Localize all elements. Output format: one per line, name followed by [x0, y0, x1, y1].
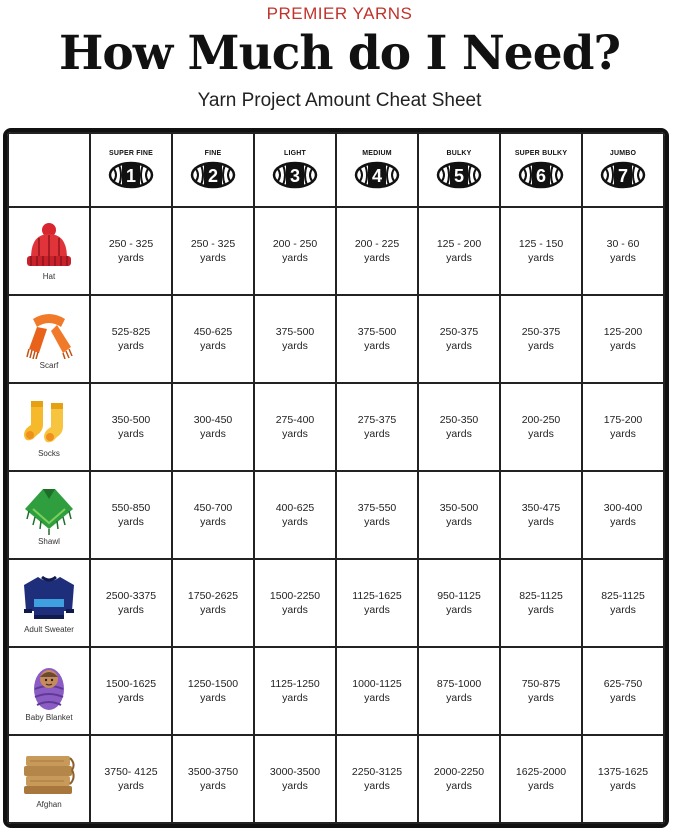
amount-unit: yards [200, 428, 226, 440]
weight-header [418, 133, 500, 207]
amount-range: 825-1125 [519, 590, 563, 602]
amount-unit: yards [446, 340, 472, 352]
amount-cell [336, 559, 418, 647]
amount-unit: yards [364, 516, 390, 528]
weight-name: BULKY [446, 150, 472, 157]
amount-unit: yards [446, 252, 472, 264]
amount-unit: yards [200, 780, 226, 792]
amount-range: 200-250 [521, 414, 561, 426]
amount-cell [500, 471, 582, 559]
amount-unit: yards [282, 252, 308, 264]
amount-cell [254, 471, 336, 559]
amount-cell [500, 647, 582, 735]
amount-unit: yards [610, 252, 636, 264]
amount-unit: yards [610, 780, 636, 792]
amount-unit: yards [528, 780, 554, 792]
amount-unit: yards [528, 604, 554, 616]
amount-unit: yards [364, 428, 390, 440]
project-label: Baby Blanket [25, 712, 73, 722]
weight-number: 6 [535, 166, 547, 186]
amount-range: 350-500 [439, 502, 479, 514]
amount-cell [336, 295, 418, 383]
page-title: How Much do I Need? [58, 26, 621, 81]
amount-range: 400-625 [275, 502, 315, 514]
amount-unit: yards [118, 780, 144, 792]
weight-header [90, 133, 172, 207]
amount-unit: yards [364, 604, 390, 616]
project-cell [8, 559, 90, 647]
amount-range: 125 - 150 [518, 238, 564, 250]
hat-icon [21, 222, 77, 270]
amount-range: 250 - 325 [190, 238, 236, 250]
yarn-weight-symbol-icon [190, 160, 236, 190]
amount-cell [418, 471, 500, 559]
sweater-icon [20, 573, 78, 623]
amount-cell [418, 295, 500, 383]
amount-range: 250-375 [521, 326, 561, 338]
amount-cell [418, 559, 500, 647]
yarn-weight-symbol-icon [354, 160, 400, 190]
socks-icon [21, 397, 77, 447]
amount-unit: yards [282, 428, 308, 440]
amount-unit: yards [282, 692, 308, 704]
amount-unit: yards [446, 692, 472, 704]
amount-cell [418, 383, 500, 471]
yarn-weight-symbol-icon [518, 160, 564, 190]
weight-name: SUPER FINE [108, 150, 153, 157]
amount-range: 350-500 [111, 414, 151, 426]
project-cell [8, 383, 90, 471]
amount-cell [90, 295, 172, 383]
amount-cell [172, 207, 254, 295]
amount-range: 275-375 [357, 414, 397, 426]
amount-cell [172, 735, 254, 823]
amount-range: 450-625 [193, 326, 233, 338]
amount-cell [582, 207, 664, 295]
amount-cell [254, 647, 336, 735]
amount-cell [500, 383, 582, 471]
amount-range: 200 - 250 [272, 238, 318, 250]
amount-range: 1125-1250 [270, 678, 320, 690]
yarn-weight-symbol-icon [600, 160, 646, 190]
weight-header [336, 133, 418, 207]
amount-range: 2000-2250 [433, 766, 485, 778]
amount-range: 825-1125 [601, 590, 645, 602]
amount-range: 625-750 [603, 678, 643, 690]
amount-range: 550-850 [111, 502, 151, 514]
amount-range: 250-375 [439, 326, 479, 338]
amount-range: 1000-1125 [352, 678, 402, 690]
amount-unit: yards [200, 604, 226, 616]
project-label: Socks [38, 448, 60, 458]
yarn-weight-symbol-icon [108, 160, 154, 190]
amount-unit: yards [200, 516, 226, 528]
project-row-socks [8, 383, 664, 471]
amount-cell [254, 383, 336, 471]
amount-cell [500, 207, 582, 295]
amount-unit: yards [610, 428, 636, 440]
amount-cell [582, 383, 664, 471]
amount-unit: yards [446, 780, 472, 792]
amount-range: 375-500 [357, 326, 397, 338]
amount-cell [172, 383, 254, 471]
project-cell [8, 295, 90, 383]
project-cell [8, 735, 90, 823]
amount-unit: yards [200, 692, 226, 704]
amount-range: 30 - 60 [606, 238, 640, 250]
amount-unit: yards [118, 516, 144, 528]
amount-range: 3500-3750 [187, 766, 239, 778]
weight-name: SUPER BULKY [514, 150, 568, 157]
amount-cell [254, 735, 336, 823]
amount-range: 2250-3125 [351, 766, 403, 778]
project-row-hat [8, 207, 664, 295]
project-row-afghan [8, 735, 664, 823]
weight-header [172, 133, 254, 207]
amount-cell [582, 295, 664, 383]
amount-range: 375-550 [357, 502, 397, 514]
amount-range: 250-350 [439, 414, 479, 426]
amount-cell [336, 647, 418, 735]
amount-unit: yards [528, 428, 554, 440]
amount-unit: yards [610, 340, 636, 352]
yarn-weight-symbol-icon [436, 160, 482, 190]
amount-cell [336, 735, 418, 823]
amount-range: 1250-1500 [187, 678, 239, 690]
amount-range: 950-1125 [437, 590, 481, 602]
weight-number: 5 [453, 166, 465, 186]
amount-unit: yards [364, 340, 390, 352]
brand-name: PREMIER YARNS [266, 4, 413, 23]
amount-cell [90, 647, 172, 735]
amount-unit: yards [446, 516, 472, 528]
amount-cell [418, 735, 500, 823]
amount-cell [90, 207, 172, 295]
amount-cell [582, 647, 664, 735]
amount-unit: yards [118, 692, 144, 704]
amount-cell [254, 295, 336, 383]
amount-cell [500, 295, 582, 383]
weight-number: 3 [289, 166, 301, 186]
weight-header [254, 133, 336, 207]
amount-cell [90, 735, 172, 823]
amount-cell [336, 383, 418, 471]
amount-unit: yards [528, 692, 554, 704]
amount-unit: yards [446, 428, 472, 440]
amount-unit: yards [282, 604, 308, 616]
project-label: Adult Sweater [24, 624, 74, 634]
amount-cell [582, 735, 664, 823]
shawl-icon [21, 485, 77, 535]
project-row-shawl [8, 471, 664, 559]
amount-cell [336, 471, 418, 559]
amount-cell [172, 471, 254, 559]
amount-range: 750-875 [521, 678, 561, 690]
amount-unit: yards [528, 516, 554, 528]
weight-number: 7 [617, 166, 629, 186]
amount-range: 300-400 [603, 502, 643, 514]
amount-range: 1500-1625 [105, 678, 157, 690]
project-label: Afghan [36, 799, 62, 809]
amount-range: 450-700 [193, 502, 233, 514]
amount-unit: yards [364, 692, 390, 704]
yarn-amount-table [3, 128, 669, 828]
amount-cell [254, 559, 336, 647]
weight-header [500, 133, 582, 207]
amount-unit: yards [610, 604, 636, 616]
baby-blanket-icon [21, 661, 77, 711]
project-label: Shawl [38, 536, 60, 546]
weight-number: 4 [371, 166, 383, 186]
amount-cell [172, 647, 254, 735]
amount-cell [418, 207, 500, 295]
yarn-weight-symbol-icon [272, 160, 318, 190]
amount-range: 200 - 225 [354, 238, 400, 250]
amount-cell [418, 647, 500, 735]
amount-unit: yards [446, 604, 472, 616]
amount-unit: yards [118, 428, 144, 440]
amount-range: 125 - 200 [436, 238, 482, 250]
amount-range: 375-500 [275, 326, 315, 338]
amount-cell [336, 207, 418, 295]
amount-cell [500, 735, 582, 823]
amount-cell [172, 295, 254, 383]
amount-range: 3750- 4125 [104, 766, 158, 778]
amount-range: 1500-2250 [269, 590, 321, 602]
project-row-scarf [8, 295, 664, 383]
amount-range: 1625-2000 [515, 766, 567, 778]
weight-header-row [8, 133, 664, 207]
amount-range: 2500-3375 [105, 590, 157, 602]
amount-range: 1125-1625 [352, 590, 402, 602]
weight-name: FINE [204, 150, 222, 157]
amount-cell [90, 471, 172, 559]
amount-range: 525-825 [111, 326, 151, 338]
amount-cell [90, 383, 172, 471]
weight-name: LIGHT [284, 150, 306, 157]
amount-unit: yards [282, 516, 308, 528]
weight-name: JUMBO [609, 150, 637, 157]
page-subtitle: Yarn Project Amount Cheat Sheet [197, 90, 482, 111]
amount-range: 350-475 [521, 502, 561, 514]
amount-cell [90, 559, 172, 647]
amount-unit: yards [364, 252, 390, 264]
corner-cell [8, 133, 90, 207]
amount-unit: yards [364, 780, 390, 792]
afghan-icon [20, 750, 78, 798]
amount-cell [500, 559, 582, 647]
amount-range: 175-200 [603, 414, 643, 426]
amount-range: 3000-3500 [269, 766, 321, 778]
amount-range: 1750-2625 [187, 590, 239, 602]
amount-cell [254, 207, 336, 295]
amount-unit: yards [118, 604, 144, 616]
weight-number: 1 [125, 166, 137, 186]
amount-cell [582, 559, 664, 647]
amount-range: 1375-1625 [597, 766, 649, 778]
weight-name: MEDIUM [362, 150, 392, 157]
amount-unit: yards [118, 340, 144, 352]
amount-unit: yards [200, 252, 226, 264]
amount-cell [172, 559, 254, 647]
project-cell [8, 207, 90, 295]
amount-range: 875-1000 [436, 678, 482, 690]
amount-range: 300-450 [193, 414, 233, 426]
amount-unit: yards [610, 692, 636, 704]
amount-unit: yards [610, 516, 636, 528]
project-cell [8, 647, 90, 735]
amount-unit: yards [200, 340, 226, 352]
amount-cell [582, 471, 664, 559]
amount-unit: yards [528, 340, 554, 352]
project-cell [8, 471, 90, 559]
amount-range: 125-200 [603, 326, 643, 338]
amount-unit: yards [282, 780, 308, 792]
amount-range: 250 - 325 [108, 238, 154, 250]
project-row-baby-blanket [8, 647, 664, 735]
amount-unit: yards [282, 340, 308, 352]
project-label: Scarf [39, 360, 59, 370]
amount-unit: yards [528, 252, 554, 264]
weight-number: 2 [207, 166, 219, 186]
amount-range: 275-400 [275, 414, 315, 426]
weight-header [582, 133, 664, 207]
scarf-icon [21, 309, 77, 359]
project-row-adult-sweater [8, 559, 664, 647]
project-label: Hat [42, 271, 56, 281]
amount-unit: yards [118, 252, 144, 264]
